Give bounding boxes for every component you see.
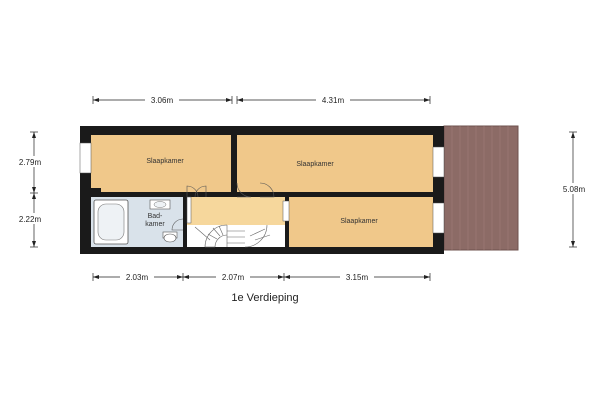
floor-caption: 1e Verdieping — [231, 292, 299, 304]
toilet — [163, 232, 177, 242]
room-label-bedroom-1: Slaapkamer — [146, 158, 184, 165]
dimension-left-upper: 2.79m — [18, 158, 42, 167]
sink — [150, 200, 170, 209]
room-label-bathroom-line2: kamer — [145, 221, 165, 228]
dimension-left-lower: 2.22m — [18, 215, 42, 224]
room-label-bathroom-line1: Bad- — [147, 213, 163, 220]
dimension-top-left: 3.06m — [150, 96, 174, 105]
stair-area — [187, 225, 285, 247]
dimension-top-right: 4.31m — [321, 96, 345, 105]
shaft — [91, 188, 101, 197]
bathtub — [94, 200, 128, 244]
landing-floor — [187, 197, 285, 225]
dimension-bottom-right: 3.15m — [345, 273, 369, 282]
room-label-bedroom-3: Slaapkamer — [340, 218, 378, 225]
dimension-bottom-mid: 2.07m — [221, 273, 245, 282]
room-label-bedroom-2: Slaapkamer — [296, 161, 334, 168]
dimension-bottom-left: 2.03m — [125, 273, 149, 282]
bedroom-2-floor — [237, 135, 433, 192]
dimension-right-total: 5.08m — [562, 185, 586, 194]
balcony-deck — [444, 126, 518, 250]
